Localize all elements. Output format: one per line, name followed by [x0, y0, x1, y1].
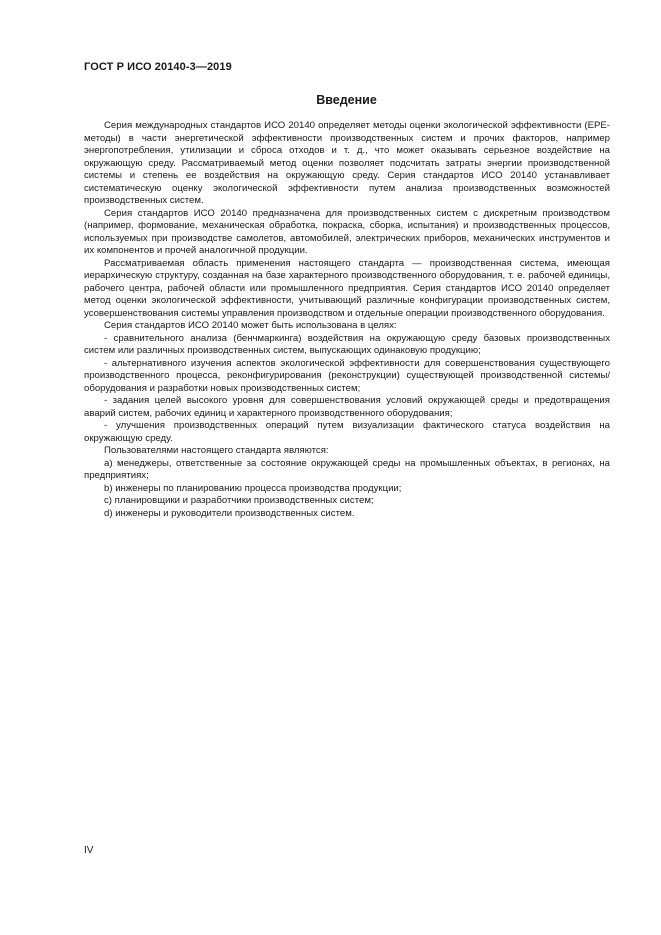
- paragraph-users-lead: Пользователями настоящего стандарта являются:: [104, 445, 329, 456]
- paragraph-application: Рассматриваемая область применения настоящего стандарта — производственная система, имеющая иерархическую структуру, созданная на базе характерного производственного оборудования, т. е. рабочей единицы, рабочего центра, рабочей области или промышленного предприятия. Серия стандартов ИСО 20140 определяет метод оценки экологической эффективности, учитывающий различные конфигурации производственных систем, усовершенствования системы управления производством и отдельные операции производственного оборудования.: [84, 257, 610, 319]
- paragraph-purposes-lead: Серия стандартов ИСО 20140 может быть использована в целях:: [104, 320, 397, 331]
- paragraph-intro: Серия международных стандартов ИСО 20140 определяет методы оценки экологической эффективности (ЕРЕ-методы) в части энергетической эффективности производственных систем и прочих факторов, например энергопотребления, утилизации и сброса отходов и т. д., что может оказывать серьезное воздействие на окружающую среду. Рассматриваемый метод оценки позволяет подсчитать затраты энергии производственной системы и степень ее воздействия на окружающую среду. Серия стандартов ИСО 20140 устанавливает систематическую оценку экологической эффективности путем анализа производственных возможностей производственных систем.: [84, 120, 610, 206]
- list-item-purpose: - альтернативного изучения аспектов экологической эффективности для совершенствования существующего производственного процесса, реконфигурирования (реконструкции) существующей производственной системы/оборудования и разработки новых производственных систем;: [84, 357, 610, 394]
- page-number: IV: [84, 845, 94, 856]
- list-item-user: b) инженеры по планированию процесса производства продукции;: [104, 482, 402, 494]
- list-item-user: c) планировщики и разработчики производственных систем;: [104, 495, 374, 506]
- document-code-header: ГОСТ Р ИСО 20140-3—2019: [84, 61, 232, 73]
- list-item-user: d) инженеры и руководители производственных систем.: [104, 507, 355, 519]
- section-title: Введение: [316, 93, 377, 107]
- list-item-purpose: - улучшения производственных операций путем визуализации фактического статуса воздействия на окружающую среду.: [84, 420, 610, 444]
- list-item-user: a) менеджеры, ответственные за состояние окружающей среды на промышленных объектах, в регионах, на предприятиях;: [84, 457, 610, 481]
- list-item-purpose: - сравнительного анализа (бенчмаркинга) воздействия на окружающую среду базовых производственных систем или различных производственных систем, выпускающих одинаковую продукцию;: [84, 332, 610, 356]
- body-text: [84, 120, 610, 520]
- paragraph-scope: Серия стандартов ИСО 20140 предназначена для производственных систем с дискретным производством (например, формование, механическая обработка, покраска, сборка, испытания) и производственных процессов, используемых при производстве самолетов, автомобилей, электрических приборов, механических инструментов и их компонентов и прочей аналогичной продукции.: [84, 207, 610, 256]
- list-item-purpose: - задания целей высокого уровня для совершенствования условий окружающей среды и предотвращения аварий систем, рабочих единиц и характерного производственного оборудования;: [84, 395, 610, 419]
